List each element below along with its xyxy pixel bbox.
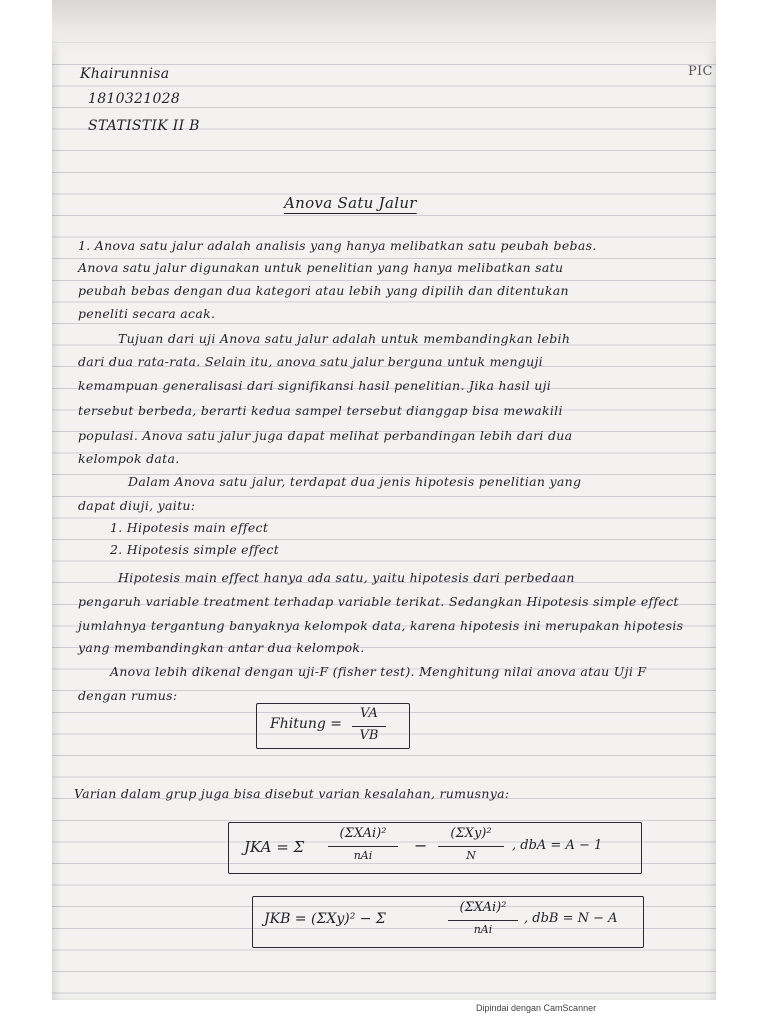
fraction-bar	[448, 920, 518, 921]
text-line: dengan rumus:	[78, 688, 178, 703]
text-line: yang membandingkan antar dua kelompok.	[78, 640, 365, 655]
text-line: 1. Anova satu jalur adalah analisis yang hanya melibatkan satu peubah bebas.	[78, 238, 597, 253]
text-line: jumlahnya tergantung banyaknya kelompok data, karena hipotesis ini merupakan hipotesis	[78, 618, 684, 633]
scanner-watermark: Dipindai dengan CamScanner	[476, 1003, 597, 1013]
text-line: peubah bebas dengan dua kategori atau lebih yang dipilih dan ditentukan	[78, 283, 569, 298]
page-title: Anova Satu Jalur	[284, 194, 417, 212]
student-name: Khairunnisa	[80, 66, 170, 82]
fraction-bar	[328, 846, 398, 847]
text-line: Anova satu jalur digunakan untuk penelitian yang hanya melibatkan satu	[78, 260, 564, 275]
formula-jka-den2: N	[466, 849, 476, 862]
text-line: Dalam Anova satu jalur, terdapat dua jenis hipotesis penelitian yang	[128, 474, 582, 489]
text-line: dapat diuji, yaitu:	[78, 498, 196, 513]
formula-jka-minus: −	[414, 836, 428, 855]
formula-jka-df: , dbA = A − 1	[512, 838, 603, 853]
fraction-bar	[438, 846, 504, 847]
text-line: tersebut berbeda, berarti kedua sampel tersebut dianggap bisa mewakili	[78, 403, 563, 418]
page-crease	[52, 0, 716, 60]
text-line: pengaruh variable treatment terhadap variable terikat. Sedangkan Hipotesis simple effect	[78, 594, 679, 609]
text-line: populasi. Anova satu jalur juga dapat melihat perbandingan lebih dari dua	[78, 428, 573, 443]
text-line: Tujuan dari uji Anova satu jalur adalah untuk membandingkan lebih	[118, 331, 571, 346]
text-line: dari dua rata-rata. Selain itu, anova satu jalur berguna untuk menguji	[78, 354, 543, 369]
formula-jka-num1: (ΣXAi)²	[339, 826, 387, 841]
corner-mark: PIC	[688, 64, 713, 79]
text-line: peneliti secara acak.	[78, 306, 216, 321]
formula-jkb-num: (ΣXAi)²	[459, 900, 507, 915]
text-line: Varian dalam grup juga bisa disebut varian kesalahan, rumusnya:	[74, 786, 510, 801]
text-line: kemampuan generalisasi dari signifikansi hasil penelitian. Jika hasil uji	[78, 378, 552, 393]
formula-jkb-den: nAi	[473, 923, 493, 936]
list-item: 1. Hipotesis main effect	[110, 520, 269, 535]
formula-jka-num2: (ΣXy)²	[450, 826, 492, 841]
formula-jka-left: JKA = Σ	[244, 838, 305, 856]
formula-f-numerator: VA	[360, 706, 378, 721]
formula-f-denominator: VB	[359, 728, 379, 743]
formula-jka-den1: nAi	[353, 849, 373, 862]
list-item: 2. Hipotesis simple effect	[110, 542, 280, 557]
text-line: Hipotesis main effect hanya ada satu, yaitu hipotesis dari perbedaan	[118, 570, 575, 585]
student-id: 1810321028	[88, 91, 181, 107]
text-line: kelompok data.	[78, 451, 180, 466]
formula-f-left: Fhitung =	[270, 716, 343, 732]
course-name: STATISTIK II B	[88, 118, 200, 134]
formula-jkb-df: , dbB = N − A	[524, 911, 618, 926]
text-line: Anova lebih dikenal dengan uji-F (fisher test). Menghitung nilai anova atau Uji F	[110, 664, 647, 679]
formula-jkb-left: JKB = (ΣXy)² − Σ	[264, 911, 386, 927]
